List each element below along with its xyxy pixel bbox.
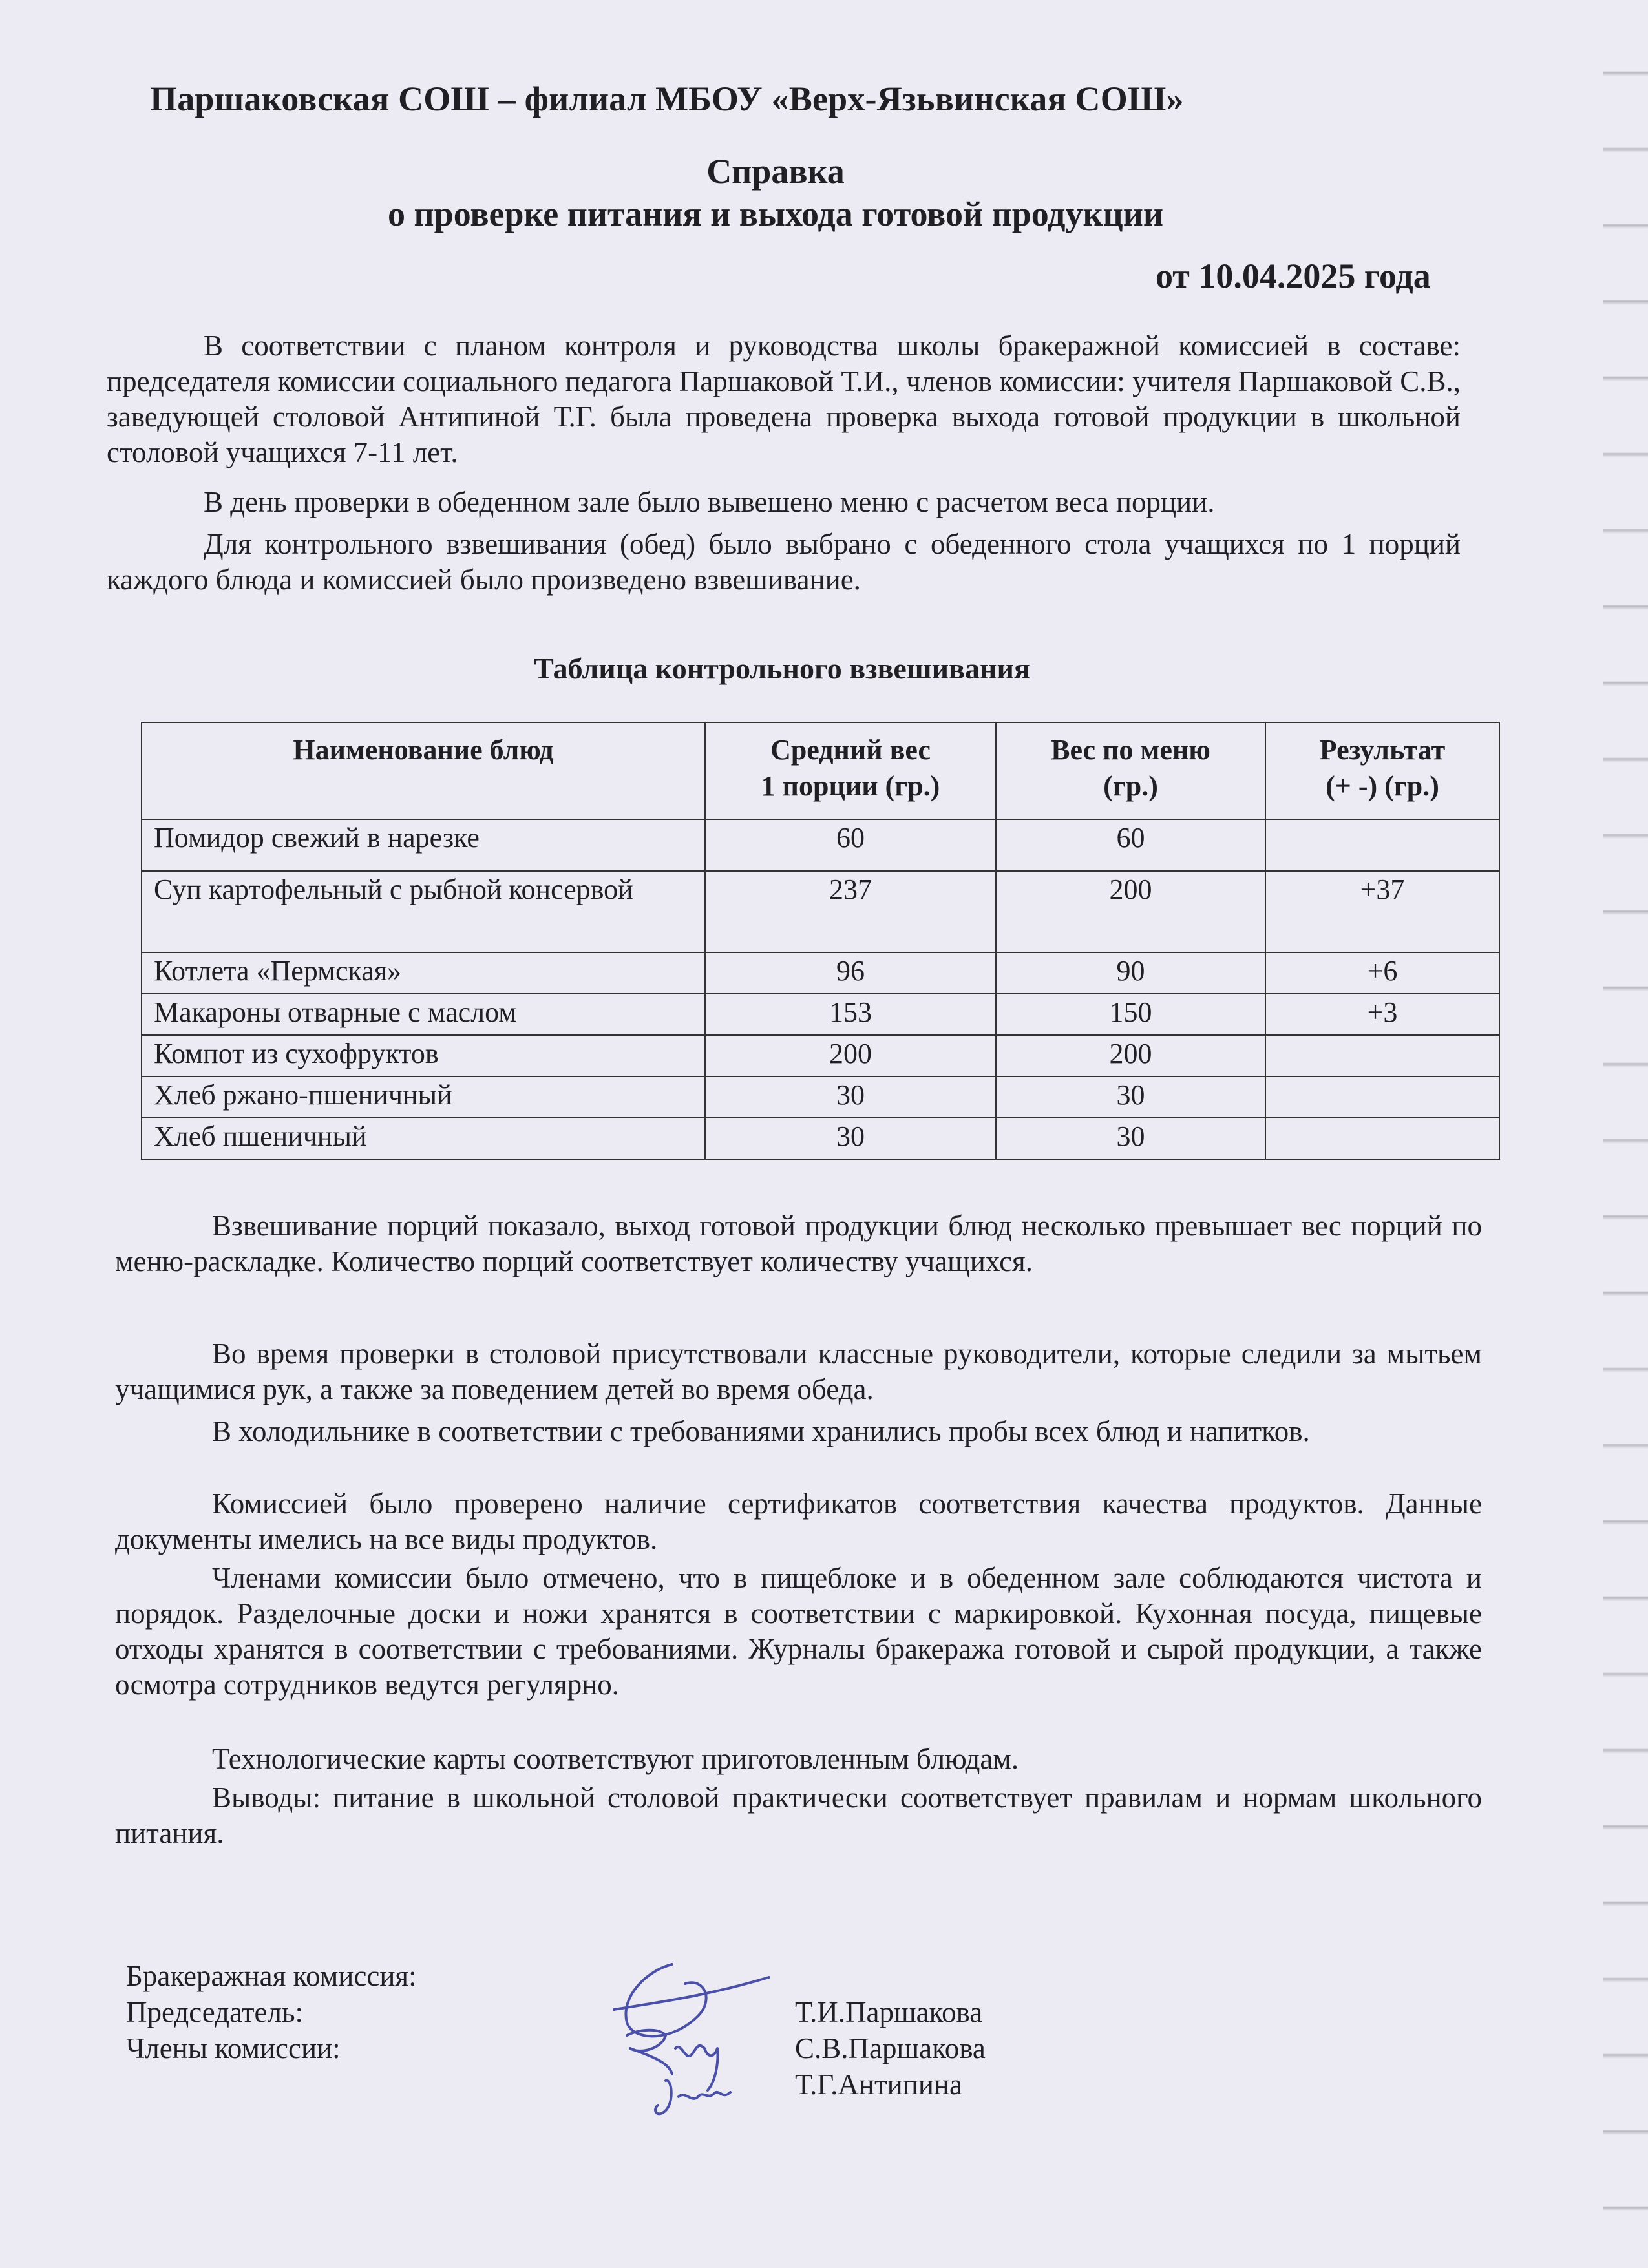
menu-weight: 90 bbox=[996, 952, 1265, 994]
average-weight: 60 bbox=[705, 819, 996, 871]
table-row bbox=[142, 994, 1499, 1035]
table-row bbox=[142, 952, 1499, 994]
document-date: от 10.04.2025 года bbox=[1156, 257, 1431, 295]
table-row bbox=[142, 1076, 1499, 1118]
header-result: Результат (+ -) (гр.) bbox=[1265, 722, 1499, 819]
result bbox=[1265, 1118, 1499, 1159]
signature-labels bbox=[126, 1958, 417, 2066]
result bbox=[1265, 1076, 1499, 1118]
menu-weight: 30 bbox=[996, 1118, 1265, 1159]
findings-paragraph-4: Комиссией было проверено наличие сертификатов соответствия качества продуктов. Данные документы имелись на все виды продуктов. bbox=[115, 1487, 1482, 1555]
table-header-row bbox=[142, 722, 1499, 819]
findings-paragraph-1: Взвешивание порций показало, выход готовой продукции блюд несколько превышает вес порций по меню-раскладке. Количество порций соответствует количеству учащихся. bbox=[115, 1210, 1482, 1277]
average-weight: 30 bbox=[705, 1076, 996, 1118]
title-line-1: Справка bbox=[706, 152, 845, 191]
findings-paragraph-5: Членами комиссии было отмечено, что в пищеблоке и в обеденном зале соблюдаются чистота и порядок. Разделочные доски и ножи хранятся в соответствии с маркировкой. Кухонная посуда, пищевые отходы хранятся в соответствии с требованиями. Журналы бракеража готовой и сырой продукции, а также осмотра сотрудников ведутся регулярно. bbox=[115, 1562, 1482, 1701]
dish-name: Хлеб ржано-пшеничный bbox=[142, 1076, 705, 1118]
dish-name: Хлеб пшеничный bbox=[142, 1118, 705, 1159]
result bbox=[1265, 1035, 1499, 1076]
organization-name: Паршаковская СОШ – филиал МБОУ «Верх-Язьвинская СОШ» bbox=[150, 79, 1184, 118]
commission-label: Бракеражная комиссия: bbox=[126, 1960, 417, 1992]
intro-paragraph-3: Для контрольного взвешивания (обед) было выбрано с обеденного стола учащихся по 1 порций каждого блюда и комиссией было произведено взвешивание. bbox=[107, 528, 1461, 596]
scan-edge-decoration bbox=[1603, 0, 1648, 2268]
table-row bbox=[142, 1035, 1499, 1076]
menu-weight: 200 bbox=[996, 871, 1265, 952]
handwritten-signature bbox=[601, 1951, 782, 2126]
intro-paragraph-1: В соответствии с планом контроля и руководства школы бракеражной комиссией в составе: председателя комиссии социального педагога Паршаковой Т.И., членов комиссии: учителя Паршаковой С.В., заведующей столовой Антипиной Т.Г. была проведена проверка выхода готовой продукции в школьной столовой учащихся 7-11 лет. bbox=[107, 330, 1461, 468]
findings-paragraph-3: В холодильнике в соответствии с требованиями хранились пробы всех блюд и напитков. bbox=[212, 1415, 1310, 1447]
table-row bbox=[142, 871, 1499, 952]
table-row bbox=[142, 819, 1499, 871]
member-2-name: Т.Г.Антипина bbox=[795, 2068, 962, 2101]
menu-weight: 60 bbox=[996, 819, 1265, 871]
chair-name: Т.И.Паршакова bbox=[795, 1996, 983, 2028]
average-weight: 200 bbox=[705, 1035, 996, 1076]
menu-weight: 30 bbox=[996, 1076, 1265, 1118]
dish-name: Котлета «Пермская» bbox=[142, 952, 705, 994]
average-weight: 153 bbox=[705, 994, 996, 1035]
average-weight: 237 bbox=[705, 871, 996, 952]
header-menu-weight: Вес по меню (гр.) bbox=[996, 722, 1265, 819]
title-line-2: о проверке питания и выхода готовой продукции bbox=[388, 194, 1163, 233]
findings-paragraph-6: Технологические карты соответствуют приготовленным блюдам. bbox=[212, 1743, 1019, 1775]
menu-weight: 200 bbox=[996, 1035, 1265, 1076]
document-title bbox=[0, 150, 1551, 235]
result: +3 bbox=[1265, 994, 1499, 1035]
dish-name: Компот из сухофруктов bbox=[142, 1035, 705, 1076]
dish-name: Макароны отварные с маслом bbox=[142, 994, 705, 1035]
dish-name: Помидор свежий в нарезке bbox=[142, 819, 705, 871]
dish-name: Суп картофельный с рыбной консервой bbox=[142, 871, 705, 952]
table-row bbox=[142, 1118, 1499, 1159]
average-weight: 30 bbox=[705, 1118, 996, 1159]
chair-label: Председатель: bbox=[126, 1996, 303, 2028]
result: +37 bbox=[1265, 871, 1499, 952]
signature-names bbox=[795, 1994, 986, 2103]
result bbox=[1265, 819, 1499, 871]
table-title: Таблица контрольного взвешивания bbox=[534, 652, 1030, 685]
member-1-name: С.В.Паршакова bbox=[795, 2032, 986, 2064]
average-weight: 96 bbox=[705, 952, 996, 994]
intro-paragraph-2: В день проверки в обеденном зале было вывешено меню с расчетом веса порции. bbox=[204, 486, 1215, 518]
findings-paragraph-7: Выводы: питание в школьной столовой практически соответствует правилам и нормам школьного питания. bbox=[115, 1781, 1482, 1849]
findings-paragraph-2: Во время проверки в столовой присутствовали классные руководители, которые следили за мытьем учащимися рук, а также за поведением детей во время обеда. bbox=[115, 1338, 1482, 1405]
header-average-weight: Средний вес 1 порции (гр.) bbox=[705, 722, 996, 819]
header-dish-name: Наименование блюд bbox=[142, 722, 705, 819]
result: +6 bbox=[1265, 952, 1499, 994]
menu-weight: 150 bbox=[996, 994, 1265, 1035]
members-label: Члены комиссии: bbox=[126, 2032, 341, 2064]
weighing-table bbox=[141, 722, 1500, 1160]
